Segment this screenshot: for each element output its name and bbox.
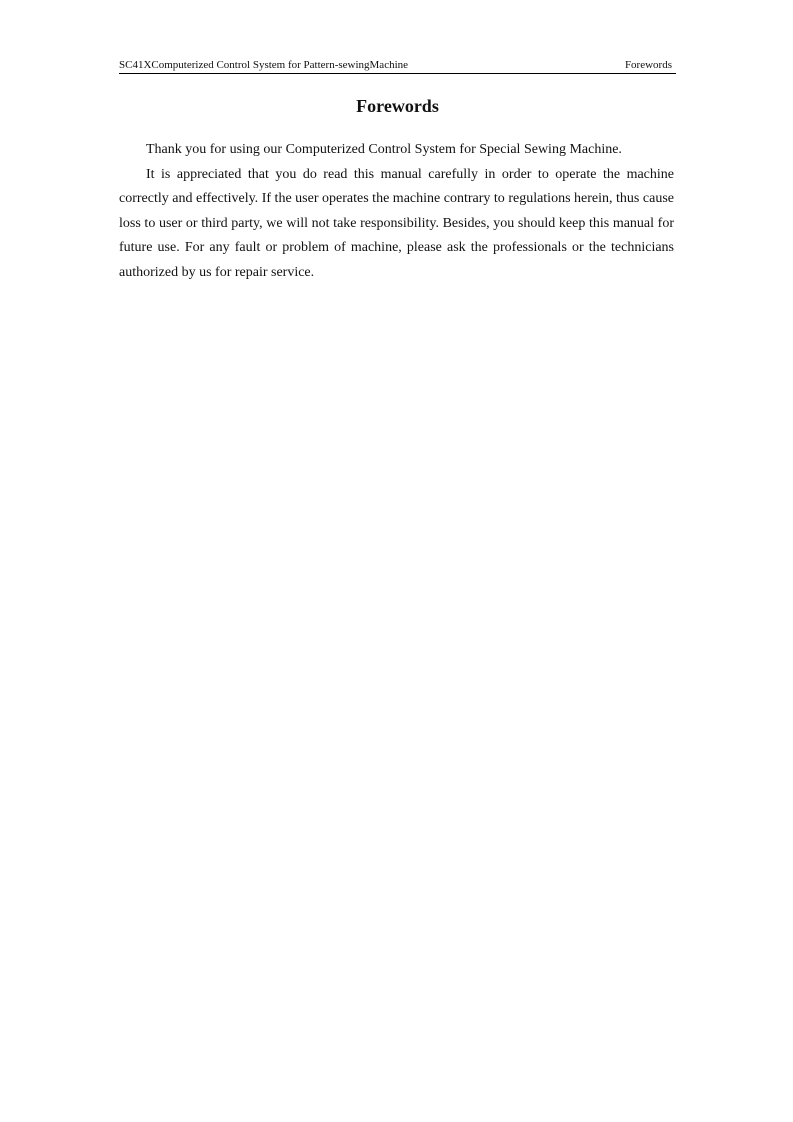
page-title: Forewords bbox=[356, 96, 439, 116]
header-section-name: Forewords bbox=[624, 59, 672, 71]
paragraph-thanks: Thank you for using our Computerized Control System for Special Sewing Machine. bbox=[146, 142, 622, 157]
header-manual-title: SC41XComputerized Control System for Pattern-sewingMachine bbox=[119, 59, 409, 71]
paragraph-instructions: It is appreciated that you do read this manual carefully in order to operate the machine correctly and effectively. If the user operates the machine contrary to regulations herein, thus cause loss to user or third party, we will not take responsibility. Besides, you should keep this manual for future use. For any fault or problem of machine, please ask the professionals or the technicians authorized by us for repair service. bbox=[119, 166, 674, 280]
body-text bbox=[119, 138, 674, 285]
running-header bbox=[119, 57, 676, 74]
